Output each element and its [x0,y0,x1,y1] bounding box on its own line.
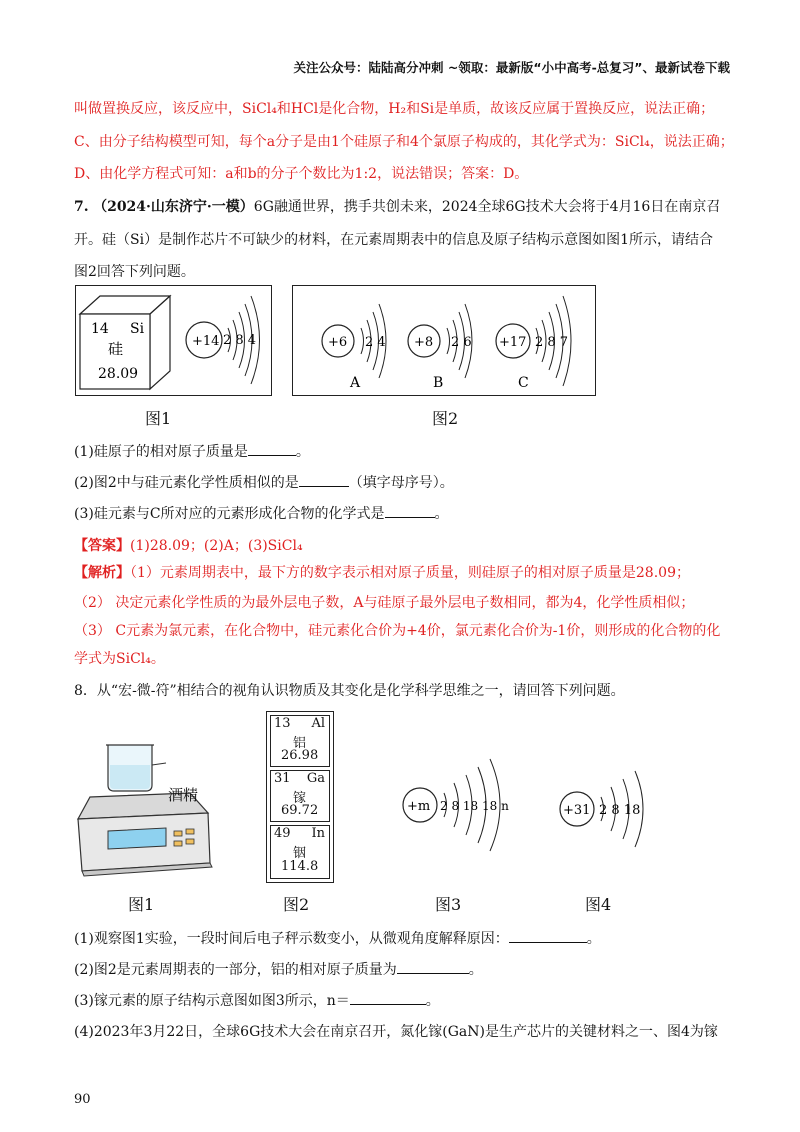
atomic-number: 31 [274,771,291,786]
analysis-line [74,562,690,582]
part-text: (2)图2中与硅元素化学性质相似的是 [74,475,299,491]
si-shell-electrons: 2 8 4 [223,333,257,348]
si-symbol: Si [130,321,145,337]
question-part-2 [74,472,454,492]
periodic-table-strip [266,711,334,883]
answer-blank[interactable] [350,990,426,1005]
atom-c-label: C [518,375,529,391]
question-text: 开。硅（Si）是制作芯片不可缺少的材料，在元素周期表中的信息及原子结构示意图如图1所示，请结合 [74,232,713,248]
analysis-tag: 【解析】 [74,565,130,581]
answer-blank[interactable] [299,472,349,487]
answer-body: (1)28.09；(2)A；(3)SiCl₄ [130,538,303,554]
si-name: 硅 [108,340,124,358]
part-text: (1)观察图1实验，一段时间后电子秤示数变小，从微观角度解释原因： [74,931,509,947]
part-end: 。 [468,962,483,978]
atomic-mass: 69.72 [281,803,319,818]
figure-caption: 图4 [585,895,612,914]
fig3-shells: 2 8 18 18 n [440,799,509,813]
question-part-1 [74,928,601,948]
figure-caption: 图2 [283,895,310,914]
part-text: (3)镓元素的原子结构示意图如图3所示，n＝ [74,993,350,1009]
electronic-scale-figure [70,735,220,885]
fig4-nucleus: +31 [563,803,591,818]
question-source: （2024·山东济宁·一模） [93,199,254,215]
part-text: (1)硅原子的相对原子质量是 [74,444,248,460]
atom-b-label: B [433,375,444,391]
element-name: 铟 [293,846,307,861]
si-atomic-number: 14 [91,321,109,337]
question-part-3 [74,503,449,523]
atom-b-shells: 2 6 [451,335,472,350]
answer-blank[interactable] [385,503,435,518]
element-cell-ga [270,770,330,822]
atom-b-nucleus: +8 [414,335,434,350]
element-name: 镓 [293,791,307,806]
part-end: 。 [586,931,601,947]
element-symbol: Ga [306,771,325,786]
answer-line [74,535,303,555]
atomic-mass: 114.8 [281,859,319,874]
part-text: (2)图2是元素周期表的一部分，铝的相对原子质量为 [74,962,397,978]
atomic-number: 49 [274,826,291,841]
analysis-text: （1）元素周期表中，最下方的数字表示相对原子质量，则硅原子的相对原子质量是28.09； [130,565,690,581]
question-part-1 [74,441,310,461]
fig4-shells: 2 8 18 [599,803,641,818]
analysis-line: 学式为SiCl₄。 [74,651,165,667]
gallium-atom-diagram [555,765,665,855]
question-text: 6G融通世界，携手共创未来，2024全球6G技术大会将于4月16日在南京召 [253,199,721,215]
element-symbol: Al [311,716,325,731]
question-8-intro: 8．从“宏-微-符”相结合的视角认识物质及其变化是化学科学思维之一，请回答下列问题。 [74,683,625,699]
si-nucleus-charge: +14 [192,334,220,349]
q7-figure-1 [75,285,272,396]
fig3-nucleus: +m [407,799,431,814]
atomic-mass: 26.98 [281,748,319,763]
element-cell-al [270,715,330,767]
figure-caption: 图1 [145,409,172,428]
analysis-line: D、由化学方程式可知：a和b的分子个数比为1:2，说法错误；答案：D。 [74,166,529,182]
answer-blank[interactable] [397,959,469,974]
question-number: 7. [74,199,89,215]
figure-caption: 图1 [128,895,155,914]
element-symbol: In [311,826,325,841]
atomic-number: 13 [274,716,291,731]
q7-figure-2 [292,285,596,396]
atom-c-nucleus: +17 [499,335,527,350]
gallium-like-atom-diagram [398,755,528,855]
figure-caption: 图3 [435,895,462,914]
element-cell-in [270,825,330,879]
question-part-2 [74,959,483,979]
answer-tag: 【答案】 [74,538,130,554]
part-end: 。 [295,444,310,460]
answer-blank[interactable] [509,928,587,943]
alcohol-label: 酒精 [168,786,199,804]
analysis-line: C、由分子结构模型可知，每个a分子是由1个硅原子和4个氯原子构成的，其化学式为：SiCl₄，说法正确； [74,134,734,150]
analysis-line: （2） 决定元素化学性质的为最外层电子数，A与硅原子最外层电子数相同，都为4，化学性质相似； [74,595,695,611]
answer-blank[interactable] [248,441,296,456]
atom-a-shells: 2 4 [365,335,386,350]
atom-c-shells: 2 8 7 [535,335,569,350]
figure-caption: 图2 [432,409,459,428]
atom-a-label: A [350,375,361,391]
question-7-intro [74,196,720,216]
part-end: （填字母序号）。 [348,475,454,491]
page-number: 90 [74,1092,91,1107]
part-end: 。 [434,506,449,522]
question-part-4: (4)2023年3月22日，全球6G技术大会在南京召开，氮化镓(GaN)是生产芯片的关键材料之一、图4为镓 [74,1024,718,1040]
part-end: 。 [425,993,440,1009]
atom-a-nucleus: +6 [328,335,348,350]
si-mass: 28.09 [98,366,139,382]
part-text: (3)硅元素与C所对应的元素形成化合物的化学式是 [74,506,385,522]
analysis-line: 叫做置换反应，该反应中，SiCl₄和HCl是化合物，H₂和Si是单质，故该反应属于置换反应，说法正确； [74,101,715,117]
element-name: 铝 [293,736,307,751]
question-part-3 [74,990,440,1010]
analysis-line: （3） C元素为氯元素，在化合物中，硅元素化合价为+4价，氯元素化合价为-1价，则形成的化合物的化 [74,623,721,639]
question-text: 图2回答下列问题。 [74,264,195,280]
page-header: 关注公众号：陆陆高分冲刺 ~领取：最新版“小中高考-总复习”、最新试卷下载 [293,60,730,75]
